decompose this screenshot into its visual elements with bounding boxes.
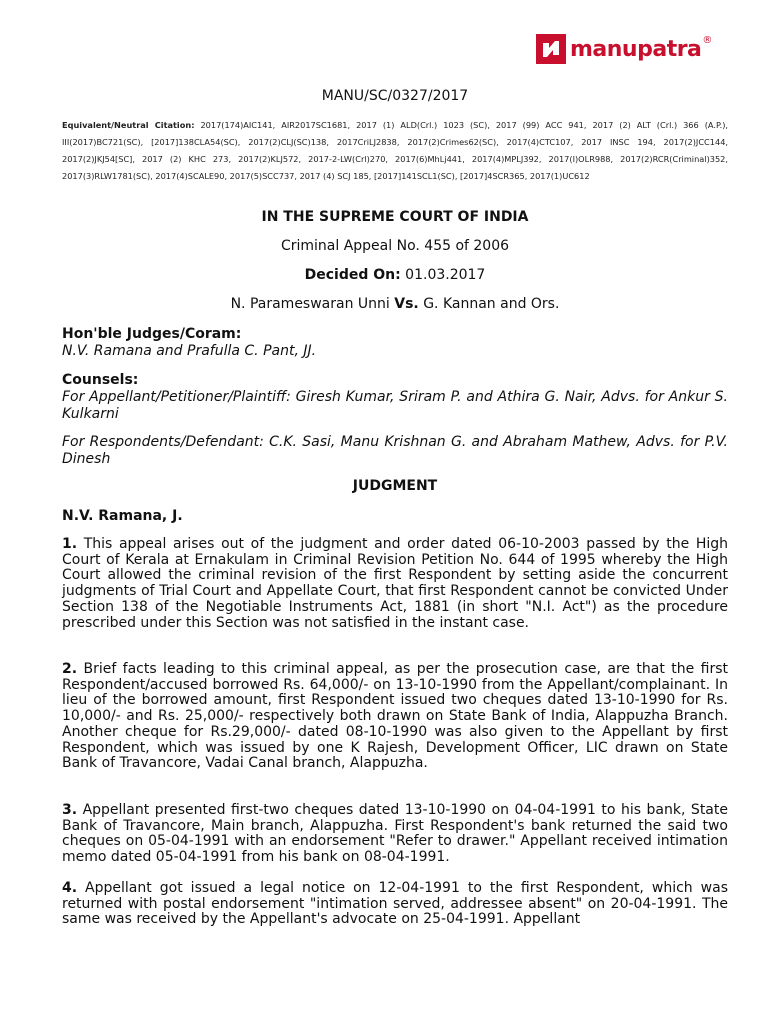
paragraph-2: [62, 662, 728, 772]
manu-citation-id: MANU/SC/0327/2017: [321, 88, 469, 104]
manupatra-logo: [536, 34, 712, 64]
paragraph-text: Appellant got issued a legal notice on 12-04-1991 to the first Respondent, which was returned with postal endorsement "intimation served, addressee absent" on 20-04-1991. The same was received by the Appellant's advocate on 25-04-1991. Appellant: [62, 881, 728, 928]
appellant-name: N. Parameswaran Unni: [230, 296, 395, 312]
court-name: IN THE SUPREME COURT OF INDIA: [261, 209, 529, 225]
citation-list: 2017(174)AIC141, AIR2017SC1681, 2017 (1) ALD(Crl.) 1023 (SC), 2017 (99) ACC 941, 2017 (2) ALT (Crl.) 366 (A.P.), III(2017)BC721(SC), [2017]138CLA54(SC), 2017(2)CLJ(SC)138, 2017CriLJ2838, 2017(2)Crimes62(SC), 2017(4)CTC107, 2017 INSC 194, 2017(2)JCC144, 2017(2)JKJ54[SC], 2017 (2) KHC 273, 2017(2)KLJ572, 2017-2-LW(Crl)270, 2017(6)MhLj441, 2017(4)MPLJ392, 2017(I)OLR988, 2017(2)RCR(Criminal)352, 2017(3)RLW1781(SC), 2017(4)SCALE90, 2017(5)SCC737, 2017 (4) SCJ 185, [2017]141SCL1(SC), [2017]4SCR365, 2017(1)UC612: [62, 120, 729, 181]
paragraph-text: Brief facts leading to this criminal appeal, as per the prosecution case, are that the first Respondent/accused borrowed Rs. 64,000/- on 13-10-1990 from the Appellant/complainant. In lieu of the borrowed amount, first Respondent issued two cheques dated 13-10-1990 for Rs. 10,000/- and Rs. 25,000/- respectively both drawn on State Bank of India, Alappuzha Branch. Another cheque for Rs.29,000/- dated 08-10-1990 was also given to the Appellant by first Respondent, which was issued by one K Rajesh, Development Officer, LIC drawn on State Bank of Travancore, Vadai Canal branch, Alappuzha.: [62, 661, 728, 772]
brand-name: manupatra: [570, 36, 702, 62]
counsels-heading: Counsels:: [62, 372, 139, 388]
decided-date-value: 01.03.2017: [400, 267, 486, 283]
paragraph-number: 4.: [62, 881, 78, 896]
paragraph-1: [62, 537, 728, 631]
counsel-appellant: For Appellant/Petitioner/Plaintiff: Giresh Kumar, Sriram P. and Athira G. Nair, Advs. for Ankur S. Kulkarni: [62, 389, 728, 422]
equivalent-citation: [62, 117, 728, 185]
paragraph-3: [62, 803, 728, 866]
case-parties: [62, 296, 728, 312]
counsel-respondent: For Respondents/Defendant: C.K. Sasi, Manu Krishnan G. and Abraham Mathew, Advs. for P.V. Dinesh: [62, 434, 728, 467]
paragraph-4: [62, 881, 728, 931]
paragraph-number: 3.: [62, 802, 78, 818]
paragraph-number: 1.: [62, 536, 78, 552]
manupatra-logo-icon: [536, 34, 566, 64]
citation-label: Equivalent/Neutral Citation:: [62, 120, 195, 130]
paragraph-number: 2.: [62, 661, 78, 677]
paragraph-text: This appeal arises out of the judgment and order dated 06-10-2003 passed by the High Court of Kerala at Ernakulam in Criminal Revision Petition No. 644 of 1995 whereby the High Court allowed the criminal revision of the first Respondent by setting aside the concurrent judgments of Trial Court and Appellate Court, that first Respondent cannot be convicted Under Section 138 of the Negotiable Instruments Act, 1881 (in short "N.I. Act") as the procedure prescribed under this Section was not satisfied in the instant case.: [62, 536, 728, 631]
judgment-heading: JUDGMENT: [352, 478, 438, 494]
registered-mark: ®: [702, 34, 713, 46]
paragraph-text: Appellant presented first-two cheques dated 13-10-1990 on 04-04-1991 to his bank, State Bank of Travancore, Main branch, Alappuzha. First Respondent's bank returned the said two cheques on 05-04-1991 with an endorsement "Refer to drawer." Appellant received intimation memo dated 05-04-1991 from his bank on 08-04-1991.: [62, 802, 728, 866]
judges-names: N.V. Ramana and Prafulla C. Pant, JJ.: [62, 343, 317, 359]
decision-date: [62, 267, 728, 283]
respondent-name: G. Kannan and Ors.: [418, 296, 560, 312]
appeal-number: Criminal Appeal No. 455 of 2006: [280, 238, 510, 254]
judgment-author: N.V. Ramana, J.: [62, 508, 183, 524]
judges-heading: Hon'ble Judges/Coram:: [62, 326, 242, 342]
versus-label: Vs.: [394, 296, 419, 312]
decided-label: Decided On:: [304, 267, 401, 283]
